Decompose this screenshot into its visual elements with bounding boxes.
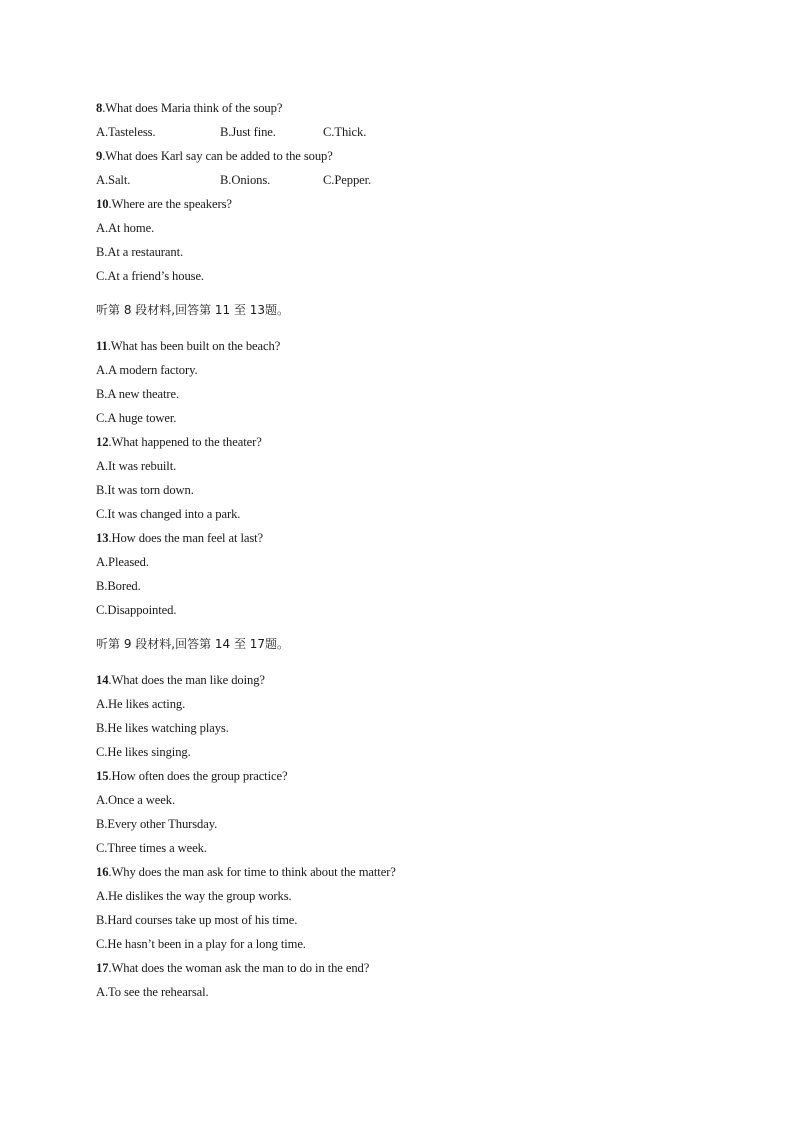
- option-c: C.A huge tower.: [96, 411, 177, 425]
- option-a: A.To see the rehearsal.: [96, 985, 209, 999]
- option-a: A.A modern factory.: [96, 363, 198, 377]
- question-15: [96, 766, 736, 790]
- option-a: A.He dislikes the way the group works.: [96, 889, 292, 903]
- question-12: [96, 432, 736, 456]
- question-text: .Why does the man ask for time to think about the matter?: [108, 865, 396, 879]
- question-number: 9: [96, 149, 103, 163]
- option-c: C.He hasn’t been in a play for a long time.: [96, 937, 306, 951]
- option-c: C.He likes singing.: [96, 745, 191, 759]
- question-text: .Where are the speakers?: [108, 197, 232, 211]
- option-a: A.It was rebuilt.: [96, 459, 177, 473]
- option-b: B.Hard courses take up most of his time.: [96, 913, 298, 927]
- option-b: B.It was torn down.: [96, 483, 194, 497]
- question-number: 16: [96, 865, 109, 879]
- question-number: 14: [96, 673, 109, 687]
- question-number: 13: [96, 531, 109, 545]
- question-text: .What has been built on the beach?: [107, 339, 281, 353]
- question-10: [96, 194, 736, 218]
- option-a: A.Tasteless.: [96, 125, 156, 139]
- option-c: C.At a friend’s house.: [96, 269, 204, 283]
- question-16: [96, 862, 736, 886]
- question-8: [96, 98, 736, 122]
- question-13: [96, 528, 736, 552]
- option-a: A.At home.: [96, 221, 155, 235]
- question-number: 12: [96, 435, 109, 449]
- question-text: .What happened to the theater?: [108, 435, 262, 449]
- option-c: C.Pepper.: [323, 173, 372, 187]
- question-text: .What does Karl say can be added to the soup?: [102, 149, 333, 163]
- question-number: 17: [96, 961, 109, 975]
- question-9-options: [96, 170, 736, 194]
- option-b: B.Just fine.: [220, 125, 276, 139]
- option-b: B.Every other Thursday.: [96, 817, 218, 831]
- section-heading-9: 听第 9 段材料,回答第 14 至 17题。: [96, 637, 290, 651]
- option-c: C.Three times a week.: [96, 841, 207, 855]
- option-c: C.Disappointed.: [96, 603, 177, 617]
- question-text: .What does Maria think of the soup?: [102, 101, 283, 115]
- option-c: C.Thick.: [323, 125, 367, 139]
- option-c: C.It was changed into a park.: [96, 507, 241, 521]
- question-11: [96, 336, 736, 360]
- question-number: 10: [96, 197, 109, 211]
- question-8-options: [96, 122, 736, 146]
- question-text: .What does the man like doing?: [108, 673, 265, 687]
- question-text: .What does the woman ask the man to do in the end?: [108, 961, 370, 975]
- option-b: B.At a restaurant.: [96, 245, 184, 259]
- option-a: A.He likes acting.: [96, 697, 186, 711]
- question-9: [96, 146, 736, 170]
- option-b: B.Bored.: [96, 579, 141, 593]
- document-page: [96, 98, 736, 1006]
- option-a: A.Salt.: [96, 173, 131, 187]
- option-a: A.Once a week.: [96, 793, 176, 807]
- section-heading-8: 听第 8 段材料,回答第 11 至 13题。: [96, 303, 290, 317]
- question-17: [96, 958, 736, 982]
- question-14: [96, 670, 736, 694]
- option-b: B.A new theatre.: [96, 387, 180, 401]
- question-text: .How does the man feel at last?: [108, 531, 264, 545]
- question-number: 11: [96, 339, 108, 353]
- option-a: A.Pleased.: [96, 555, 149, 569]
- question-number: 8: [96, 101, 103, 115]
- question-number: 15: [96, 769, 109, 783]
- option-b: B.He likes watching plays.: [96, 721, 229, 735]
- option-b: B.Onions.: [220, 173, 271, 187]
- question-text: .How often does the group practice?: [108, 769, 288, 783]
